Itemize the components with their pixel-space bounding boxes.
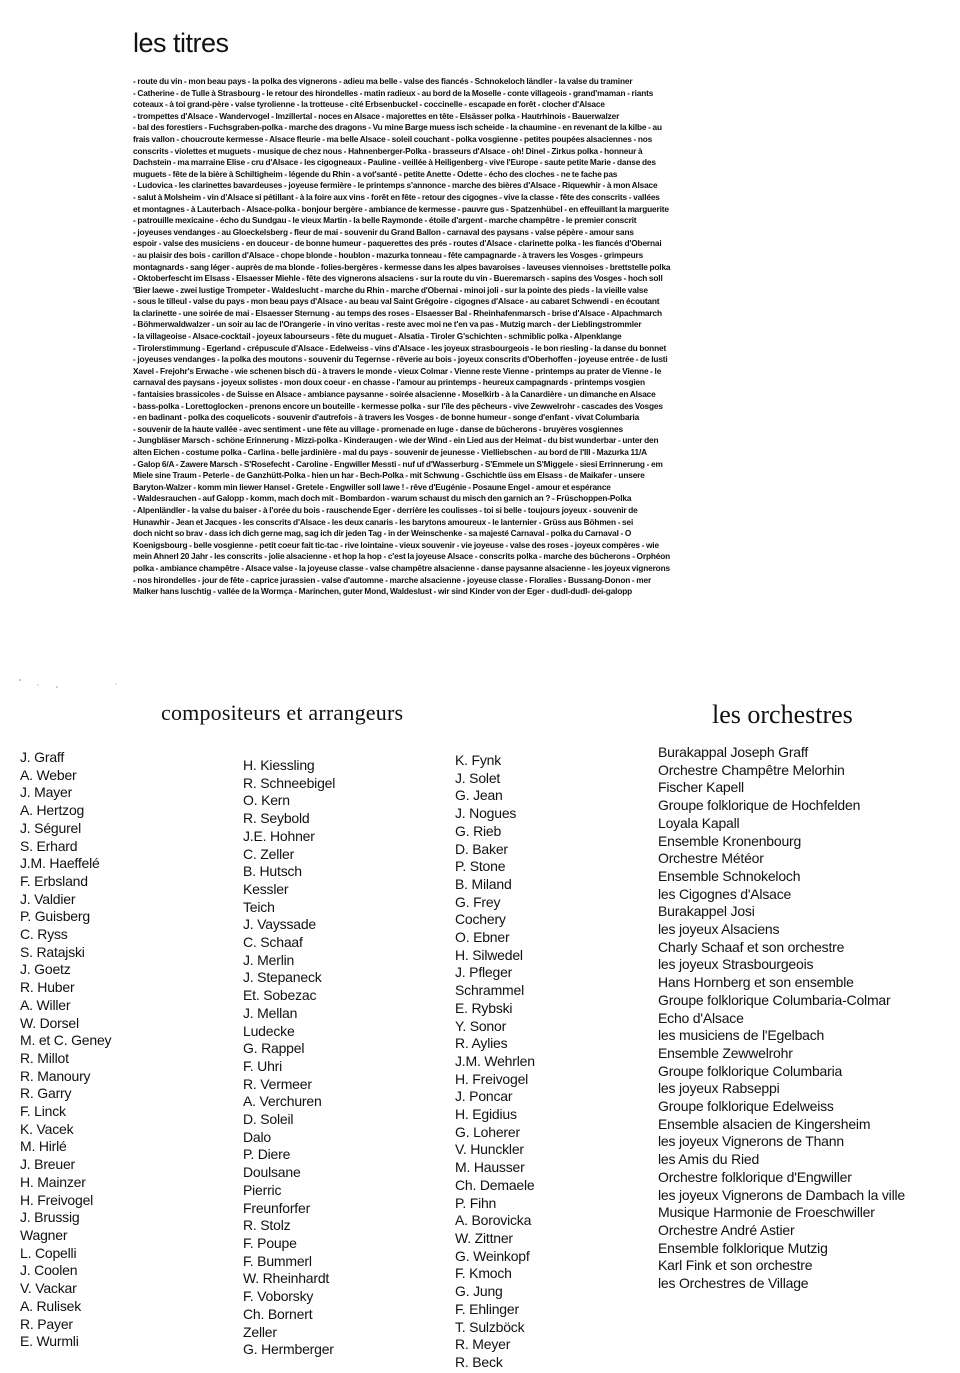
titles-line: - en badinant - polka des coquelicots - souvenir d'autrefois - à travers les Vosges - de bonne humeur - songe d'enfant - vivat Columbaria [133, 412, 640, 423]
composer-name: J. Valdier [20, 890, 76, 907]
composer-name: V. Vackar [20, 1280, 77, 1297]
orchestra-name: Ensemble alsacien de Kingersheim [658, 1115, 871, 1132]
composer-name: K. Vacek [20, 1120, 74, 1137]
composers-column-2 [243, 757, 335, 1359]
composer-name: J. Goetz [20, 961, 71, 978]
composer-name: A. Weber [20, 766, 77, 783]
composer-name: E. Rybski [455, 999, 513, 1016]
composer-name: P. Stone [455, 858, 506, 875]
orchestra-name: Musique Harmonie de Froeschwiller [658, 1204, 875, 1221]
composer-name: O. Kern [243, 792, 290, 809]
composer-name: M. et C. Geney [20, 1032, 112, 1049]
composer-name: G. Jean [455, 787, 503, 804]
composer-name: R. Beck [455, 1353, 503, 1370]
composer-name: J. Pfleger [455, 964, 513, 981]
orchestra-name: Burakappel Josi [658, 903, 755, 920]
composer-name: G. Loherer [455, 1123, 520, 1140]
composer-name: H. Egidius [455, 1106, 517, 1123]
titles-line: Dachstein - ma marraine Elise - cru d'Alsace - les cigogneaux - Pauline - veillée à Heiligenberg - vive l'Europe - saute petite Marie - danse des [133, 157, 656, 168]
titles-list [133, 76, 819, 598]
titles-line: - souvenir de la haute vallée - avec sentiment - une fête au village - promenade en luge - danse de bûcherons - bruyères vosgiennes [133, 423, 623, 434]
composer-name: W. Rheinhardt [243, 1270, 330, 1287]
titles-line: conscrits - violettes et muguets - musique de chez nous - Hahnenberger-Polka - brasseurs d'Alsace - oh! Dinel - Zirkus polka - honneur à [133, 145, 643, 156]
composer-name: Teich [243, 898, 275, 915]
composer-name: A. Hertzog [20, 802, 85, 819]
composer-name: J. Poncar [455, 1088, 513, 1105]
titles-line: frais vallon - choucroute kermesse - Alsace fleurie - ma belle Alsace - soleil couchant - polka vosgienne - petites poupées alsaciennes - nos [133, 133, 653, 144]
composer-name: J. Solet [455, 769, 501, 786]
titles-line: - salut à Molsheim - vin d'Alsace si pétillant - à la foire aux vins - forêt en fête - retour des cigognes - vive la classe - fête des conscrits - vallées [133, 191, 660, 202]
composer-name: O. Ebner [455, 929, 510, 946]
composers-column-3 [455, 752, 535, 1372]
composer-name: J. Stepaneck [243, 969, 322, 986]
orchestra-name: Groupe folklorique Columbaria [658, 1062, 843, 1079]
composer-name: G. Jung [455, 1283, 503, 1300]
composer-name: J. Ségurel [20, 819, 82, 836]
titles-line: - nos hirondelles - jour de fête - caprice jurassien - valse d'automne - marche alsacienne - joyeuse classe - Floralies - Bussang-Donon - mer [133, 574, 652, 585]
composer-name: R. Vermeer [243, 1075, 312, 1092]
titles-line: - Waldesrauchen - auf Galopp - komm, mach doch mit - Bombardon - warum schaust du misch den garnich an ? - Früschoppen-Polka [133, 493, 632, 504]
composer-name: V. Hunckler [455, 1141, 524, 1158]
titles-line: - joyeuses vendanges - au Gloeckelsberg - fleur de mai - souvenir du Grand Ballon - carnaval des paysans - valse pépère - amour sans [133, 226, 634, 237]
titles-line: - bass-polka - Lorettoglocken - prenons encore un bouteille - kermesse polka - sur l'île des pêcheurs - vive Zewwelrohr - cascades des Vosges [133, 400, 663, 411]
composer-name: P. Guisberg [20, 908, 90, 925]
composer-name: J.M. Haeffelé [20, 855, 100, 872]
composer-name: Et. Sobezac [243, 987, 317, 1004]
composer-name: J. Nogues [455, 805, 517, 822]
composer-name: S. Erhard [20, 837, 78, 854]
composer-name: A. Verchuren [243, 1093, 322, 1110]
composer-name: H. Kiessling [243, 757, 315, 773]
composer-name: Freunforfer [243, 1199, 311, 1216]
composer-name: D. Soleil [243, 1111, 294, 1128]
composer-name: Doulsane [243, 1164, 301, 1181]
titles-line: - fantaisies brassicoles - de Suisse en Alsace - ambiance paysanne - soirée alsacienne - Moselkirb - à la Canardière - un dimanche en Alsace [133, 389, 656, 400]
composer-name: D. Baker [455, 840, 508, 857]
scan-specks [16, 672, 136, 692]
composer-name: F. Erbsland [20, 872, 88, 889]
composer-name: G. Rappel [243, 1040, 305, 1057]
composer-name: M. Hirlé [20, 1138, 67, 1155]
composer-name: K. Fynk [455, 752, 502, 768]
orchestra-name: les joyeux Rabseppi [658, 1080, 780, 1097]
titles-line: la clarinette - une soirée de mai - Elsaesser Sternung - au temps des roses - Elsaesser Bal - Rheinhafenmarsch - brise d'Alsace - Alpachmarch [133, 307, 662, 318]
composer-name: F. Poupe [243, 1234, 297, 1251]
composer-name: F. Kmoch [455, 1265, 512, 1282]
composer-name: M. Hausser [455, 1159, 525, 1176]
composer-name: J. Merlin [243, 951, 295, 968]
composer-name: B. Miland [455, 875, 512, 892]
composer-name: F. Bummerl [243, 1252, 312, 1269]
composer-name: G. Hermberger [243, 1341, 334, 1358]
orchestras-list [658, 744, 905, 1293]
composer-name: Pierric [243, 1181, 282, 1198]
composer-name: P. Diere [243, 1146, 291, 1163]
composer-name: R. Garry [20, 1085, 72, 1102]
orchestras-heading: les orchestres [712, 700, 853, 729]
orchestra-name: Ensemble Zewwelrohr [658, 1044, 793, 1061]
titles-line: - au plaisir des bois - carillon d'Alsace - chope blonde - houblon - mazurka tonneau - fête campagnarde - à travers les Vosges - grimpeurs [133, 249, 644, 260]
orchestra-name: Charly Schaaf et son orchestre [658, 938, 845, 955]
titles-line: - Catherine - de Tulle à Strasbourg - le retour des hirondelles - matin radieux - au bord de la Moselle - conte villageois - grand'maman - riants [133, 87, 654, 98]
orchestra-name: les Orchestres de Village [658, 1275, 809, 1292]
orchestra-name: Loyala Kapall [658, 814, 740, 831]
composer-name: R. Manoury [20, 1067, 91, 1084]
composer-name: P. Fihn [455, 1194, 497, 1211]
composer-name: G. Frey [455, 893, 501, 910]
titles-line: - Galop 6/A - Zawere Marsch - S'Rosefecht - Caroline - Engwiller Messti - nuf uf d'Wasserburg - S'Emmele un S'Miggele - siesi Errinnerung - em [133, 458, 663, 469]
titles-line: - bal des forestiers - Fuchsgraben-polka - marche des dragons - Vu mine Barge muess isch scheide - la chaumine - en revenant de la kilbe - au [133, 122, 662, 133]
composer-name: Zeller [243, 1323, 277, 1340]
composer-name: Wagner [20, 1226, 68, 1243]
orchestra-name: Ensemble folklorique Mutzig [658, 1239, 828, 1256]
orchestra-name: les musiciens de l'Egelbach [658, 1027, 825, 1044]
composer-name: R. Stolz [243, 1217, 291, 1234]
orchestra-name: les joyeux Vignerons de Dambach la ville [658, 1186, 905, 1203]
orchestra-name: Ensemble Kronenbourg [658, 832, 802, 849]
titles-line: Malker hans luschtig - vallée de la Wormça - Marinchen, guter Mond, Waldeslust - wir sind Kinder von der Eger - dudl-dudl- dei-galopp [133, 586, 633, 597]
titles-line: Koenigsbourg - belle vosgienne - petit coeur fait tic-tac - rive lointaine - vieux souvenir - vie joyeuse - valse des roses - joyeux compères - wie [133, 539, 659, 550]
titles-line: et montagnes - à Lauterbach - Alsace-polka - bonjour bergère - ambiance de kermesse - pauvre gus - Spatzenhübel - en effeuillant la marguerite [133, 203, 669, 214]
titles-line: Miele sine Traum - Peterle - de Ganzhütt-Polka - hien un har - Bech-Polka - mit Schwung - Gschichtle üss em Elsass - de Maikafer - unsere [133, 470, 645, 481]
composers-heading: compositeurs et arrangeurs [161, 700, 404, 725]
titles-line: - Oktoberfescht im Elsass - Elsaesser Miehle - fête des vignerons alsaciens - sur la route du vin - Bueremarsch - sapins des Vosges - hoch soll [133, 273, 663, 284]
composer-name: J. Breuer [20, 1156, 75, 1173]
composer-name: B. Hutsch [243, 863, 302, 880]
orchestra-name: Hans Hornberg et son ensemble [658, 974, 854, 991]
composer-name: Ch. Bornert [243, 1305, 313, 1322]
orchestra-name: les joyeux Vignerons de Thann [658, 1133, 844, 1150]
composer-name: H. Freivogel [20, 1191, 94, 1208]
titles-line: muguets - fête de la bière à Schiltigheim - légende du Rhin - a vot'santé - petite Anette - Odette - écho des cloches - ne te fache pas [133, 168, 618, 179]
orchestra-name: Ensemble Schnokeloch [658, 867, 801, 884]
composer-name: Y. Sonor [455, 1017, 507, 1034]
composer-name: E. Wurmli [20, 1333, 79, 1350]
composer-name: J. Mayer [20, 784, 73, 801]
orchestra-name: Orchestre Météor [658, 850, 764, 867]
titles-line: - Jungbläser Marsch - schöne Erinnerung - Mizzi-polka - Kinderaugen - wie der Wind - ein Lied aus der Heimat - du bist wunderbar - unter den [133, 435, 659, 446]
composer-name: C. Schaaf [243, 934, 303, 951]
composer-name: R. Payer [20, 1315, 73, 1332]
composer-name: H. Mainzer [20, 1173, 86, 1190]
titles-heading: les titres [133, 28, 229, 59]
orchestra-name: les joyeux Alsaciens [658, 921, 780, 938]
composer-name: T. Sulzböck [455, 1318, 525, 1335]
composer-name: Schrammel [455, 982, 524, 999]
composer-name: S. Ratajski [20, 943, 85, 960]
titles-line: coteaux - à toi grand-père - valse tyrolienne - la trotteuse - cité Erbsenbuckel - coccinelle - escapade en forêt - clocher d'Alsace [133, 99, 605, 110]
orchestra-name: Groupe folklorique de Hochfelden [658, 797, 861, 814]
composer-name: J. Graff [20, 749, 65, 765]
orchestra-name: Groupe folklorique Edelweiss [658, 1098, 834, 1115]
orchestra-name: Orchestre Champêtre Melorhin [658, 761, 845, 778]
composer-name: Dalo [243, 1128, 271, 1145]
composer-name: C. Zeller [243, 845, 295, 862]
titles-line: mein Ahnerl 20 Jahr - les conscrits - jolie alsacienne - et hop la hop - c'est la joyeuse Alsace - conscrits polka - marche des bûcherons - Orphéon [133, 551, 671, 562]
composer-name: J. Vayssade [243, 916, 317, 933]
composers-column-1 [20, 749, 111, 1351]
composer-name: H. Freivogel [455, 1070, 529, 1087]
composer-name: F. Uhri [243, 1057, 283, 1074]
orchestra-name: Burakappal Joseph Graff [658, 744, 809, 760]
titles-line: - Tirolerstimmung - Egerland - crépuscule d'Alsace - Edelweiss - vins d'Alsace - les joyeux strasbourgeois - le bon riesling - la danse du bonnet [133, 342, 667, 353]
titles-line: - sous le tilleul - valse du pays - mon beau pays d'Alsace - au beau val Saint Grégoire - cigognes d'Alsace - au cabaret Schwendi - en écoutant [133, 296, 660, 307]
composer-name: F. Ehlinger [455, 1300, 519, 1317]
titles-line: montagnards - sang léger - auprès de ma blonde - folies-bergères - kermesse dans les alpes bavaroises - laveuses viennoises - brettstelle polka [133, 261, 671, 272]
composer-name: J. Coolen [20, 1262, 78, 1279]
orchestra-name: Orchestre André Astier [658, 1221, 795, 1238]
orchestra-name: les joyeux Strasbourgeois [658, 956, 814, 973]
orchestra-name: les Amis du Ried [658, 1151, 760, 1168]
composer-name: Ludecke [243, 1022, 295, 1039]
composer-name: W. Dorsel [20, 1014, 79, 1031]
composer-name: C. Ryss [20, 926, 68, 943]
titles-line: - Böhmerwaldwalzer - un soir au lac de l'Orangerie - in vino veritas - reste avec moi ne t'en va pas - Mutzig march - der Lieblingstrommler [133, 319, 642, 330]
titles-line: - Alpenländler - la valse du baiser - à l'orée du bois - rauschende Eger - derrière les coulisses - toi si belle - toujours joyeux - souvenir de [133, 504, 638, 515]
titles-line: Baryton-Walzer - komm min liewer Hansel - Gretele - Engwiller soll lawe ! - rêve d'Eugénie - Posaune Engel - amour et espérance [133, 481, 611, 492]
titles-line: espoir - valse des musiciens - en douceur - de bonne humeur - paquerettes des prés - routes d'Alsace - clarinette polka - les fiancés d'Obernai [133, 238, 662, 249]
titles-line: - patrouille mexicaine - écho du Sundgau - le vieux Martin - la belle Raymonde - étoile d'argent - marche champêtre - le premier conscrit [133, 215, 637, 226]
titles-line: - route du vin - mon beau pays - la polka des vignerons - adieu ma belle - valse des fiancés - Schnokeloch ländler - la valse du traminer [133, 76, 633, 86]
orchestra-name: Fischer Kapell [658, 779, 744, 796]
titles-line: 'Bier laewe - zwei lustige Trompeter - Waldeslucht - marche du Rhin - marche d'Obernai - minoi joli - sur la pointe des pieds - la vieille valse [133, 284, 648, 295]
titles-line: Hunawhir - Jean et Jacques - les conscrits d'Alsace - les deux canaris - les barytons amoureux - le lanternier - Grüss aus Böhmen - sei [133, 516, 634, 527]
titles-line: doch nicht so brav - dass ich dich gerne mag, sag ich dir jeden Tag - in der Weinschenke - sa majesté Carnaval - polka du Carnaval - O [133, 528, 632, 539]
composer-name: F. Linck [20, 1103, 66, 1120]
composer-name: Cochery [455, 911, 506, 928]
titles-line: carnaval des paysans - joyeux solistes - mon doux coeur - en chasse - l'amour au printemps - heureux campagnards - printemps vosgien [133, 377, 645, 388]
composer-name: R. Seybold [243, 810, 310, 827]
titles-line: - trompettes d'Alsace - Wandervogel - Imzillertal - noces en Alsace - majorettes en tête - Elsässer polka - Hautrhinois - Bauerwalzer [133, 110, 620, 121]
orchestra-name: Orchestre folklorique d'Engwiller [658, 1168, 852, 1185]
titles-line: alten Eichen - costume polka - Carlina - belle jardinière - mal du pays - souvenir de jeunesse - Vielliebschen - au bord de l'Ill - Mazurka 11/A [133, 447, 647, 457]
composer-name: R. Aylies [455, 1035, 508, 1052]
composer-name: R. Millot [20, 1049, 69, 1066]
composer-name: A. Rulisek [20, 1297, 82, 1314]
titles-line: - Ludovica - les clarinettes bavardeuses - joyeuse fermière - le printemps s'annonce - marche des bières d'Alsace - Riquewhir - à mon Alsace [133, 180, 658, 191]
titles-line: - joyeuses vendanges - la polka des moutons - souvenir du Tegernse - rêverie au bois - joyeux conscrits d'Oberhoffen - joyeuse entrée - de lusti [133, 354, 668, 365]
composer-name: J. Brussig [20, 1209, 80, 1226]
composer-name: J.M. Wehrlen [455, 1052, 535, 1069]
orchestra-name: Groupe folklorique Columbaria-Colmar [658, 991, 891, 1008]
composer-name: J. Mellan [243, 1004, 298, 1021]
composer-name: W. Zittner [455, 1229, 513, 1246]
orchestra-name: Echo d'Alsace [658, 1009, 744, 1026]
composer-name: A. Willer [20, 996, 71, 1013]
composer-name: J.E. Hohner [243, 827, 315, 844]
composer-name: A. Borovicka [455, 1212, 532, 1229]
titles-line: polka - ambiance champêtre - Alsace valse - la joyeuse classe - valse champêtre alsacienne - danse paysanne alsacienne - les joyeux vignerons [133, 562, 670, 573]
titles-line: Xavel - Frejohr's Erwache - wie schenen bisch dü - à travers le monde - vieux Colmar - Vienne reste Vienne - printemps au prater de Vienne - le [133, 365, 662, 376]
composer-name: R. Schneebigel [243, 774, 336, 791]
composer-name: R. Huber [20, 979, 75, 996]
composer-name: Kessler [243, 880, 289, 897]
composer-name: G. Weinkopf [455, 1247, 530, 1264]
composer-name: R. Meyer [455, 1336, 511, 1353]
orchestra-name: les Cigognes d'Alsace [658, 885, 792, 902]
titles-line: - la villageoise - Alsace-cocktail - joyeux labourseurs - fête du muguet - Alsatia - Tiroler G'schichten - schmiblic polka - Alpenklange [133, 331, 622, 342]
composer-name: G. Rieb [455, 822, 502, 839]
composer-name: H. Silwedel [455, 946, 523, 963]
composer-name: Ch. Demaele [455, 1176, 535, 1193]
orchestra-name: Karl Fink et son orchestre [658, 1257, 813, 1274]
composer-name: F. Voborsky [243, 1288, 314, 1305]
composer-name: L. Copelli [20, 1244, 77, 1261]
